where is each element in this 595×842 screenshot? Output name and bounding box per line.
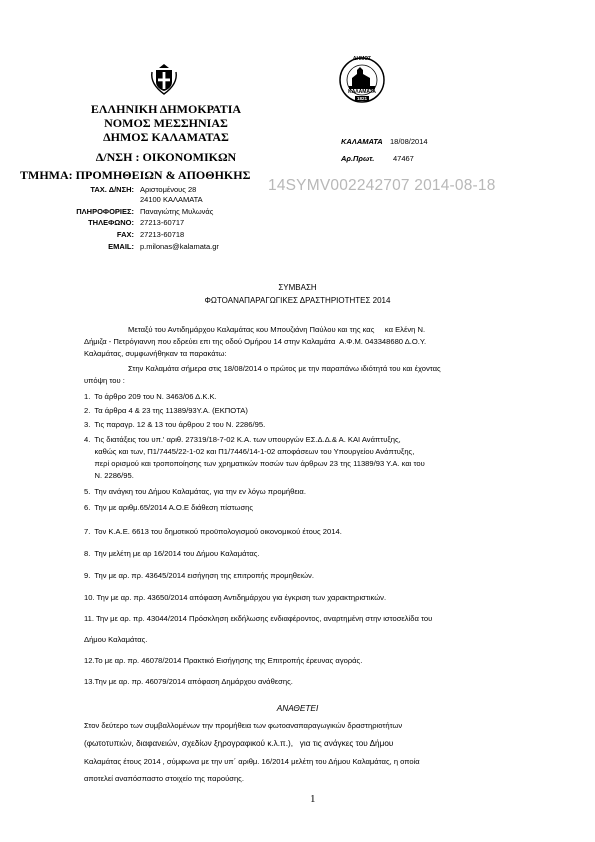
list-item: 7. Τον Κ.Α.Ε. 6613 του δημοτικού προϋπολογισμού οικονομικού έτους 2014. <box>84 527 342 536</box>
list-item: 4. Τις διατάξεις του υπ.' αριθ. 27319/18-7-02 Κ.Α. των υπουργών ΕΣ.Δ.Δ.& Α. ΚΑΙ Ανάπτυξης, <box>84 435 401 444</box>
list-item: 10. Την με αρ. πρ. 43650/2014 απόφαση Αντιδημάρχου για έγκριση των χαρακτηριστικών. <box>84 593 387 602</box>
closing-line: (φωτοτυπιών, διαφανειών, σχεδίων ξηρογραφικού κ.λ.π.), για τις ανάγκες του Δήμου <box>84 739 394 748</box>
contact-phone-value: 27213-60717 <box>140 218 185 227</box>
intro-line: Στην Καλαμάτα σήμερα στις 18/08/2014 ο πρώτος με την παραπάνω ιδιότητά του και έχοντας <box>128 364 441 373</box>
seal-top-text: ΔΗΜΟΣ <box>352 56 372 62</box>
seal-bottom-text: ΚΑΛΑΜΑΤΑ <box>348 89 376 95</box>
contract-title: ΣΥΜΒΑΣΗ <box>278 283 317 292</box>
intro-line: Μεταξύ του Αντιδημάρχου Καλαμάτας κου Μπουζιάνη Παύλου και της κας κα Ελένη Ν. <box>128 325 426 334</box>
list-item: 6. Την με αριθμ.65/2014 Α.Ο.Ε διάθεση πίστωσης <box>84 503 254 512</box>
seal-year: 1821 <box>356 96 367 101</box>
list-item: 2. Τα άρθρα 4 & 23 της 11389/93Υ.Α. (ΕΚΠΟΤΑ) <box>84 406 248 415</box>
contact-address-value: Αριστομένους 28 <box>140 185 197 194</box>
intro-line: Δήμιζα - Πετρόγιαννη που εδρεύει επι της οδού Ομήρου 14 στην Καλαμάτα Α.Φ.Μ. 043348680 Δ.Ο.Υ. <box>84 337 427 346</box>
place-label: ΚΑΛΑΜΑΤΑ <box>341 137 383 146</box>
list-item: 8. Την μελέτη με αρ 16/2014 του Δήμου Καλαμάτας. <box>84 549 260 558</box>
document-date: 18/08/2014 <box>390 137 428 146</box>
list-item: 13.Την με αρ. πρ. 46079/2014 απόφαση Δημάρχου ανάθεσης. <box>84 677 293 686</box>
header-department: ΤΜΗΜΑ: ΠΡΟΜΗΘΕΙΩΝ & ΑΠΟΘΗΚΗΣ <box>20 168 251 182</box>
list-item: Ν. 2286/95. <box>84 471 134 480</box>
contact-city-value: 24100 ΚΑΛΑΜΑΤΑ <box>140 195 203 204</box>
contact-info-value: Παναγιώτης Μυλωνάς <box>140 207 214 216</box>
closing-line: αποτελεί αναπόσπαστο στοιχείο της παρούσης. <box>84 774 244 783</box>
closing-line: Καλαμάτας έτους 2014 , σύμφωνα με την υπ΄ αριθμ. 16/2014 μελέτη του Δήμου Καλαμάτας, η οποία <box>84 757 420 766</box>
protocol-number: 47467 <box>393 154 414 163</box>
greek-coat-of-arms-icon <box>148 62 180 96</box>
list-item: 1. Το άρθρο 209 του Ν. 3463/06 Δ.Κ.Κ. <box>84 392 217 401</box>
contact-phone-label: ΤΗΛΕΦΩΝΟ: <box>88 218 134 227</box>
list-item: 12.Το με αρ. πρ. 46078/2014 Πρακτικό Εισήγησης της Επιτροπής έρευνας αγοράς. <box>84 656 363 665</box>
intro-line: Καλαμάτας, συμφωνήθηκαν τα παρακάτω: <box>84 349 227 358</box>
diavgeia-stamp: 14SYMV002242707 2014-08-18 <box>268 177 496 194</box>
protocol-label: Αρ.Πρωτ. <box>341 154 375 163</box>
page-number: 1 <box>310 793 316 805</box>
header-prefecture: ΝΟΜΟΣ ΜΕΣΣΗΝΙΑΣ <box>104 116 228 130</box>
assign-heading: ΑΝΑΘΕΤΕΙ <box>276 703 319 713</box>
contact-info-label: ΠΛΗΡΟΦΟΡΙΕΣ: <box>76 207 134 216</box>
list-item: 11. Την με αρ. πρ. 43044/2014 Πρόσκληση εκδήλωσης ενδιαφέροντος, αναρτημένη στην ιστοσελίδα του <box>84 614 433 623</box>
list-item: 3. Τις παραγρ. 12 & 13 του άρθρου 2 του Ν. 2286/95. <box>84 420 266 429</box>
list-item: Δήμου Καλαμάτας. <box>84 635 148 644</box>
list-item: 9. Την με αρ. πρ. 43645/2014 εισήγηση της επιτροπής προμηθειών. <box>84 571 314 580</box>
intro-line: υπόψη του : <box>84 376 125 385</box>
closing-line: Στον δεύτερο των συμβαλλομένων την προμήθεια των φωτοαναπαραγωγικών δραστηριοτήτων <box>84 721 403 730</box>
header-directorate: Δ/ΝΣΗ : ΟΙΚΟΝΟΜΙΚΩΝ <box>95 150 237 164</box>
list-item: καθώς και των, Π1/7445/22-1-02 και Π1/7446/14-1-02 αποφάσεων του Υπουργείου Ανάπτυξης, <box>84 447 415 456</box>
list-item: 5. Την ανάγκη του Δήμου Καλαμάτας, για την εν λόγω προμήθεια. <box>84 487 306 496</box>
header-municipality: ΔΗΜΟΣ ΚΑΛΑΜΑΤΑΣ <box>103 130 229 144</box>
contact-email-value[interactable]: p.milonas@kalamata.gr <box>140 242 219 251</box>
contact-email-label: EMAIL: <box>108 242 134 251</box>
contract-subtitle: ΦΩΤΟΑΝΑΠΑΡΑΓΩΓΙΚΕΣ ΔΡΑΣΤΗΡΙΟΤΗΤΕΣ 2014 <box>204 296 391 305</box>
header-republic: ΕΛΛΗΝΙΚΗ ΔΗΜΟΚΡΑΤΙΑ <box>90 102 242 116</box>
contact-fax-value: 27213-60718 <box>140 230 185 239</box>
list-item: περί ορισμού και τροποποίησης των χρηματικών ποσών των άρθρων 23 της 11389/93 Υ.Α. και του <box>84 459 425 468</box>
contact-fax-label: FAX: <box>116 230 134 239</box>
contact-address-label: ΤΑΧ. Δ/ΝΣΗ: <box>90 185 134 194</box>
